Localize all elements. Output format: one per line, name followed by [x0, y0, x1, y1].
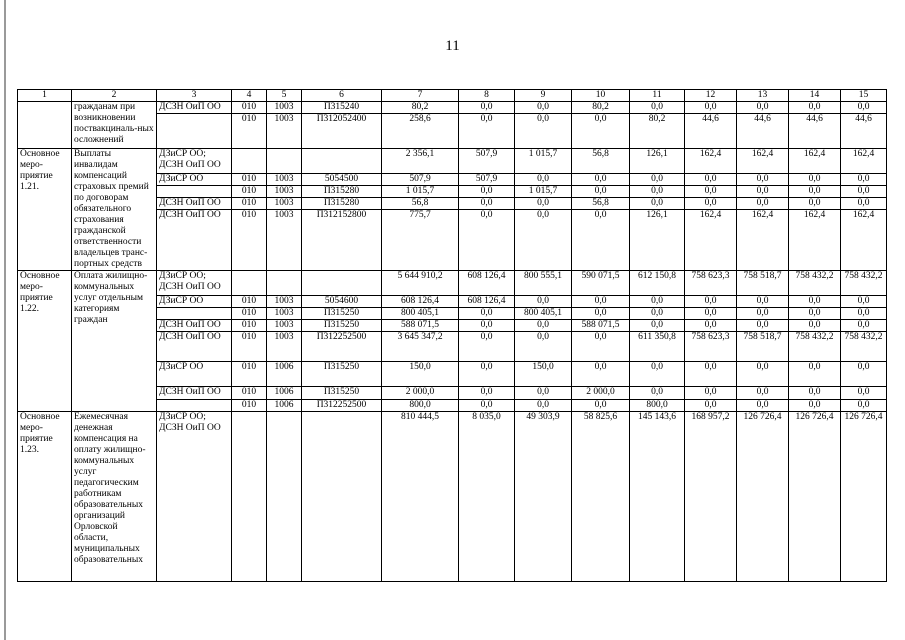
total-cell: 800,0	[382, 400, 459, 412]
year-2016-cell: 0,0	[515, 400, 572, 412]
executor-cell	[157, 186, 232, 198]
total-cell: 800 405,1	[382, 308, 459, 320]
event-name-cell: Основное меро-приятие 1.21.	[18, 149, 72, 271]
year-2020-cell: 126 726,4	[737, 412, 789, 582]
year-2016-cell: 800 405,1	[515, 308, 572, 320]
page-number: 11	[445, 38, 460, 54]
year-2019-cell: 0,0	[685, 198, 737, 210]
year-2022-cell: 0,0	[841, 320, 887, 332]
year-2015-cell: 608 126,4	[459, 296, 515, 308]
year-2016-cell: 0,0	[515, 296, 572, 308]
event-description-cell: гражданам при возникновении поствакциналь-ных осложнений	[72, 102, 157, 149]
year-2021-cell: 0,0	[789, 198, 841, 210]
event-name-cell: Основное меро-приятие 1.23.	[18, 412, 72, 582]
year-2021-cell: 0,0	[789, 320, 841, 332]
chapter-cell	[232, 271, 267, 296]
year-2022-cell: 0,0	[841, 174, 887, 186]
table-row	[18, 149, 887, 174]
target-article-cell: П312252500	[302, 332, 382, 362]
target-article-cell: П312152800	[302, 210, 382, 271]
year-2022-cell: 758 432,2	[841, 332, 887, 362]
year-2019-cell: 0,0	[685, 362, 737, 387]
year-2015-cell: 0,0	[459, 210, 515, 271]
executor-cell: ДЗиСР ОО	[157, 174, 232, 186]
column-number-4: 4	[232, 90, 267, 102]
year-2022-cell: 0,0	[841, 362, 887, 387]
year-2015-cell: 0,0	[459, 320, 515, 332]
year-2017-cell: 0,0	[572, 210, 630, 271]
year-2016-cell: 0,0	[515, 174, 572, 186]
year-2022-cell: 126 726,4	[841, 412, 887, 582]
table-body	[18, 90, 887, 582]
year-2017-cell: 0,0	[572, 308, 630, 320]
year-2022-cell: 0,0	[841, 198, 887, 210]
year-2020-cell: 758 518,7	[737, 271, 789, 296]
table-row	[18, 412, 887, 582]
subsection-cell: 1003	[267, 296, 302, 308]
year-2016-cell: 0,0	[515, 102, 572, 114]
total-cell: 258,6	[382, 114, 459, 149]
year-2015-cell: 0,0	[459, 387, 515, 400]
chapter-cell: 010	[232, 102, 267, 114]
year-2017-cell: 0,0	[572, 296, 630, 308]
year-2017-cell: 56,8	[572, 198, 630, 210]
year-2018-cell: 0,0	[630, 362, 685, 387]
chapter-cell	[232, 149, 267, 174]
target-article-cell: П315250	[302, 362, 382, 387]
subsection-cell: 1003	[267, 320, 302, 332]
year-2017-cell: 0,0	[572, 186, 630, 198]
total-cell: 2 000,0	[382, 387, 459, 400]
year-2018-cell: 612 150,8	[630, 271, 685, 296]
year-2019-cell: 758 623,3	[685, 332, 737, 362]
year-2018-cell: 145 143,6	[630, 412, 685, 582]
subsection-cell	[267, 412, 302, 582]
column-number-14: 14	[789, 90, 841, 102]
target-article-cell	[302, 271, 382, 296]
target-article-cell: П315280	[302, 186, 382, 198]
year-2018-cell: 0,0	[630, 308, 685, 320]
subsection-cell: 1006	[267, 387, 302, 400]
year-2016-cell: 800 555,1	[515, 271, 572, 296]
year-2019-cell: 0,0	[685, 320, 737, 332]
year-2017-cell: 58 825,6	[572, 412, 630, 582]
year-2018-cell: 0,0	[630, 186, 685, 198]
executor-cell: ДСЗН ОиП ОО	[157, 210, 232, 271]
year-2022-cell: 0,0	[841, 296, 887, 308]
total-cell: 608 126,4	[382, 296, 459, 308]
year-2020-cell: 758 518,7	[737, 332, 789, 362]
year-2019-cell: 0,0	[685, 102, 737, 114]
executor-cell: ДСЗН ОиП ОО	[157, 102, 232, 114]
year-2020-cell: 0,0	[737, 387, 789, 400]
year-2021-cell: 0,0	[789, 362, 841, 387]
year-2021-cell: 758 432,2	[789, 332, 841, 362]
year-2017-cell: 2 000,0	[572, 387, 630, 400]
table-row	[18, 102, 887, 114]
subsection-cell: 1003	[267, 308, 302, 320]
chapter-cell: 010	[232, 387, 267, 400]
column-number-row	[18, 90, 887, 102]
executor-cell: ДСЗН ОиП ОО	[157, 320, 232, 332]
year-2019-cell: 0,0	[685, 174, 737, 186]
year-2016-cell: 1 015,7	[515, 149, 572, 174]
year-2018-cell: 611 350,8	[630, 332, 685, 362]
year-2015-cell: 0,0	[459, 114, 515, 149]
total-cell: 3 645 347,2	[382, 332, 459, 362]
column-number-2: 2	[72, 90, 157, 102]
subsection-cell: 1003	[267, 332, 302, 362]
year-2018-cell: 126,1	[630, 149, 685, 174]
chapter-cell: 010	[232, 186, 267, 198]
year-2020-cell: 162,4	[737, 210, 789, 271]
year-2020-cell: 0,0	[737, 308, 789, 320]
year-2019-cell: 162,4	[685, 210, 737, 271]
year-2022-cell: 0,0	[841, 186, 887, 198]
chapter-cell	[232, 412, 267, 582]
year-2015-cell: 507,9	[459, 174, 515, 186]
year-2021-cell: 0,0	[789, 174, 841, 186]
column-number-1: 1	[18, 90, 72, 102]
year-2016-cell: 1 015,7	[515, 186, 572, 198]
year-2015-cell: 507,9	[459, 149, 515, 174]
year-2022-cell: 162,4	[841, 149, 887, 174]
year-2022-cell: 0,0	[841, 308, 887, 320]
target-article-cell: П312052400	[302, 114, 382, 149]
subsection-cell	[267, 149, 302, 174]
total-cell: 5 644 910,2	[382, 271, 459, 296]
target-article-cell: П315250	[302, 387, 382, 400]
year-2021-cell: 126 726,4	[789, 412, 841, 582]
year-2015-cell: 0,0	[459, 362, 515, 387]
year-2020-cell: 44,6	[737, 114, 789, 149]
column-number-10: 10	[572, 90, 630, 102]
total-cell: 80,2	[382, 102, 459, 114]
chapter-cell: 010	[232, 296, 267, 308]
target-article-cell: П312252500	[302, 400, 382, 412]
year-2022-cell: 162,4	[841, 210, 887, 271]
year-2019-cell: 44,6	[685, 114, 737, 149]
executor-cell: ДСЗН ОиП ОО	[157, 387, 232, 400]
column-number-12: 12	[685, 90, 737, 102]
subsection-cell: 1003	[267, 186, 302, 198]
year-2021-cell: 162,4	[789, 149, 841, 174]
target-article-cell: 5054500	[302, 174, 382, 186]
total-cell: 810 444,5	[382, 412, 459, 582]
year-2018-cell: 0,0	[630, 387, 685, 400]
year-2016-cell: 0,0	[515, 198, 572, 210]
year-2022-cell: 758 432,2	[841, 271, 887, 296]
year-2019-cell: 0,0	[685, 387, 737, 400]
year-2021-cell: 0,0	[789, 296, 841, 308]
year-2018-cell: 800,0	[630, 400, 685, 412]
event-name-cell: Основное меро-приятие 1.22.	[18, 271, 72, 412]
year-2016-cell: 0,0	[515, 320, 572, 332]
target-article-cell: 5054600	[302, 296, 382, 308]
year-2017-cell: 590 071,5	[572, 271, 630, 296]
year-2018-cell: 0,0	[630, 174, 685, 186]
target-article-cell: П315240	[302, 102, 382, 114]
year-2015-cell: 0,0	[459, 308, 515, 320]
year-2015-cell: 8 035,0	[459, 412, 515, 582]
year-2020-cell: 0,0	[737, 320, 789, 332]
total-cell: 775,7	[382, 210, 459, 271]
executor-cell: ДЗиСР ОО; ДСЗН ОиП ОО	[157, 271, 232, 296]
table-row	[18, 271, 887, 296]
executor-cell: ДЗиСР ОО	[157, 362, 232, 387]
year-2019-cell: 162,4	[685, 149, 737, 174]
column-number-5: 5	[267, 90, 302, 102]
year-2017-cell: 0,0	[572, 362, 630, 387]
budget-table	[17, 89, 887, 582]
event-description-cell: Выплаты инвалидам компенсаций страховых премий по договорам обязательного страхования гражданской ответственности владельцев транс-портных средств	[72, 149, 157, 271]
event-description-cell: Оплата жилищно-коммунальных услуг отдельным категориям граждан	[72, 271, 157, 412]
year-2021-cell: 0,0	[789, 400, 841, 412]
subsection-cell: 1006	[267, 400, 302, 412]
column-number-9: 9	[515, 90, 572, 102]
year-2016-cell: 150,0	[515, 362, 572, 387]
chapter-cell: 010	[232, 332, 267, 362]
year-2021-cell: 0,0	[789, 387, 841, 400]
year-2018-cell: 0,0	[630, 296, 685, 308]
year-2019-cell: 168 957,2	[685, 412, 737, 582]
year-2018-cell: 0,0	[630, 198, 685, 210]
total-cell: 150,0	[382, 362, 459, 387]
year-2020-cell: 0,0	[737, 174, 789, 186]
year-2017-cell: 588 071,5	[572, 320, 630, 332]
column-number-8: 8	[459, 90, 515, 102]
event-name-cell	[18, 102, 72, 149]
subsection-cell: 1003	[267, 174, 302, 186]
year-2019-cell: 0,0	[685, 186, 737, 198]
executor-cell: ДЗиСР ОО	[157, 296, 232, 308]
year-2019-cell: 0,0	[685, 296, 737, 308]
executor-cell: ДЗиСР ОО; ДСЗН ОиП ОО	[157, 149, 232, 174]
year-2021-cell: 0,0	[789, 102, 841, 114]
column-number-11: 11	[630, 90, 685, 102]
year-2020-cell: 0,0	[737, 102, 789, 114]
chapter-cell: 010	[232, 400, 267, 412]
chapter-cell: 010	[232, 308, 267, 320]
chapter-cell: 010	[232, 198, 267, 210]
year-2020-cell: 162,4	[737, 149, 789, 174]
total-cell: 507,9	[382, 174, 459, 186]
year-2018-cell: 80,2	[630, 114, 685, 149]
year-2020-cell: 0,0	[737, 362, 789, 387]
year-2018-cell: 0,0	[630, 102, 685, 114]
chapter-cell: 010	[232, 320, 267, 332]
year-2021-cell: 44,6	[789, 114, 841, 149]
executor-cell: ДЗиСР ОО; ДСЗН ОиП ОО	[157, 412, 232, 582]
subsection-cell	[267, 271, 302, 296]
year-2021-cell: 0,0	[789, 308, 841, 320]
executor-cell	[157, 308, 232, 320]
executor-cell	[157, 114, 232, 149]
year-2020-cell: 0,0	[737, 186, 789, 198]
chapter-cell: 010	[232, 174, 267, 186]
target-article-cell	[302, 149, 382, 174]
year-2016-cell: 0,0	[515, 387, 572, 400]
year-2017-cell: 0,0	[572, 332, 630, 362]
total-cell: 2 356,1	[382, 149, 459, 174]
year-2018-cell: 126,1	[630, 210, 685, 271]
year-2015-cell: 0,0	[459, 198, 515, 210]
column-number-3: 3	[157, 90, 232, 102]
chapter-cell: 010	[232, 114, 267, 149]
subsection-cell: 1003	[267, 198, 302, 210]
year-2021-cell: 0,0	[789, 186, 841, 198]
year-2015-cell: 608 126,4	[459, 271, 515, 296]
year-2015-cell: 0,0	[459, 102, 515, 114]
year-2019-cell: 758 623,3	[685, 271, 737, 296]
column-number-7: 7	[382, 90, 459, 102]
year-2020-cell: 0,0	[737, 296, 789, 308]
year-2021-cell: 162,4	[789, 210, 841, 271]
target-article-cell	[302, 412, 382, 582]
executor-cell: ДСЗН ОиП ОО	[157, 198, 232, 210]
year-2022-cell: 44,6	[841, 114, 887, 149]
executor-cell	[157, 400, 232, 412]
year-2019-cell: 0,0	[685, 308, 737, 320]
year-2019-cell: 0,0	[685, 400, 737, 412]
left-margin-rule	[4, 0, 6, 640]
year-2022-cell: 0,0	[841, 400, 887, 412]
year-2017-cell: 80,2	[572, 102, 630, 114]
target-article-cell: П315250	[302, 320, 382, 332]
year-2017-cell: 0,0	[572, 400, 630, 412]
subsection-cell: 1003	[267, 114, 302, 149]
year-2022-cell: 0,0	[841, 102, 887, 114]
year-2015-cell: 0,0	[459, 186, 515, 198]
year-2016-cell: 49 303,9	[515, 412, 572, 582]
year-2016-cell: 0,0	[515, 332, 572, 362]
target-article-cell: П315280	[302, 198, 382, 210]
subsection-cell: 1003	[267, 102, 302, 114]
target-article-cell: П315250	[302, 308, 382, 320]
year-2020-cell: 0,0	[737, 400, 789, 412]
executor-cell: ДСЗН ОиП ОО	[157, 332, 232, 362]
year-2017-cell: 0,0	[572, 174, 630, 186]
total-cell: 56,8	[382, 198, 459, 210]
year-2021-cell: 758 432,2	[789, 271, 841, 296]
year-2022-cell: 0,0	[841, 387, 887, 400]
column-number-6: 6	[302, 90, 382, 102]
year-2018-cell: 0,0	[630, 320, 685, 332]
chapter-cell: 010	[232, 210, 267, 271]
year-2017-cell: 56,8	[572, 149, 630, 174]
event-description-cell: Ежемесячная денежная компенсация на оплату жилищно-коммунальных услуг педагогическим работникам образовательных организаций Орловской области, муниципальных образовательных	[72, 412, 157, 582]
total-cell: 588 071,5	[382, 320, 459, 332]
column-number-13: 13	[737, 90, 789, 102]
subsection-cell: 1006	[267, 362, 302, 387]
year-2015-cell: 0,0	[459, 400, 515, 412]
year-2020-cell: 0,0	[737, 198, 789, 210]
chapter-cell: 010	[232, 362, 267, 387]
year-2016-cell: 0,0	[515, 210, 572, 271]
year-2017-cell: 0,0	[572, 114, 630, 149]
subsection-cell: 1003	[267, 210, 302, 271]
total-cell: 1 015,7	[382, 186, 459, 198]
year-2015-cell: 0,0	[459, 332, 515, 362]
column-number-15: 15	[841, 90, 887, 102]
year-2016-cell: 0,0	[515, 114, 572, 149]
